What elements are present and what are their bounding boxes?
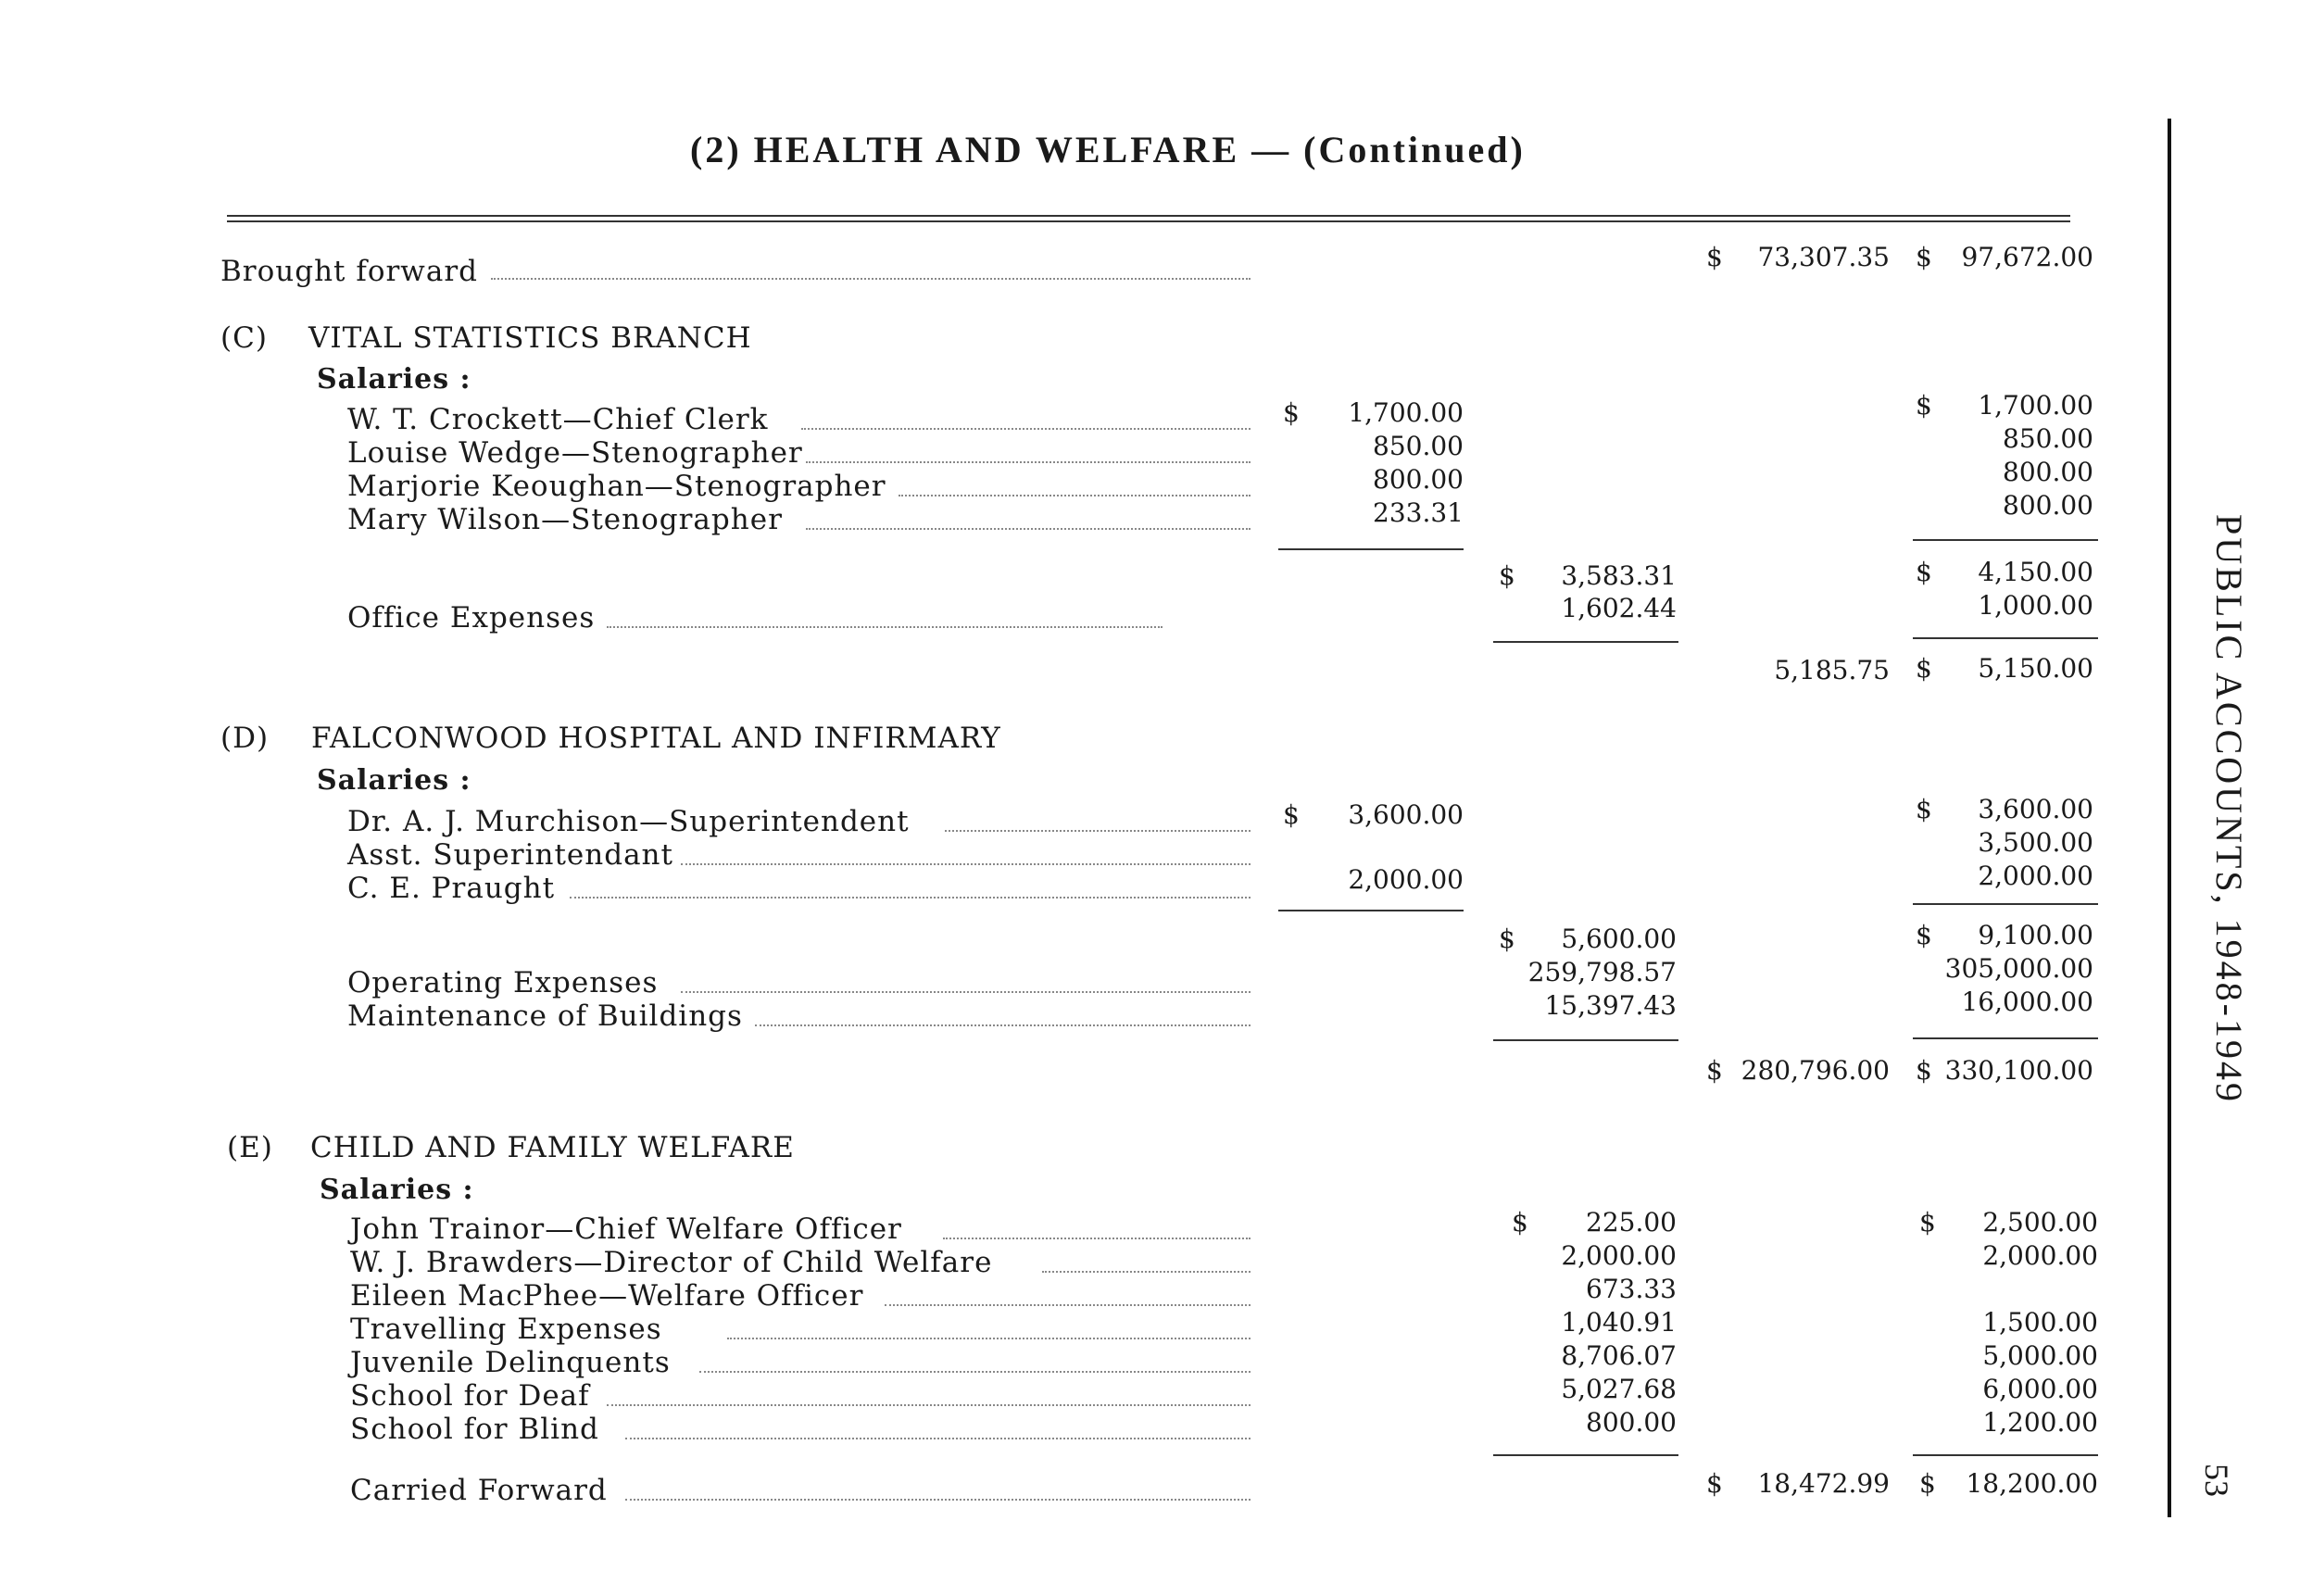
section-c-letter: (C) (220, 321, 268, 355)
section-d-title: FALCONWOOD HOSPITAL AND INFIRMARY (311, 722, 1001, 755)
row-label: Office Expenses (347, 601, 596, 635)
row-col5: 800.00 (2003, 490, 2093, 521)
subtotal-rule (1278, 548, 1464, 550)
row-col5: 1,700.00 (1978, 390, 2093, 421)
row-col2: 233.31 (1373, 497, 1464, 528)
brought-forward-col5: 97,672.00 (1961, 242, 2093, 272)
row-col3: 5,027.68 (1561, 1374, 1677, 1404)
leader-dots (899, 495, 1251, 496)
subtotal-rule (1493, 1039, 1678, 1041)
section-e-letter: (E) (227, 1131, 273, 1164)
row-col3: 1,040.91 (1561, 1307, 1677, 1338)
row-col5: 330,100.00 (1944, 1055, 2093, 1086)
currency-sign: $ (1916, 1055, 1932, 1086)
row-label: School for Deaf (350, 1379, 590, 1413)
row-label: Marjorie Keoughan—Stenographer (347, 470, 886, 503)
row-col2: 2,000.00 (1348, 864, 1464, 895)
row-col5: 1,500.00 (1982, 1307, 2098, 1338)
leader-dots (945, 830, 1251, 832)
row-col5: 6,000.00 (1982, 1374, 2098, 1404)
row-col2: 850.00 (1373, 431, 1464, 461)
row-label: Dr. A. J. Murchison—Superintendent (347, 805, 910, 838)
row-col5: 5,000.00 (1982, 1340, 2098, 1371)
row-label: Louise Wedge—Stenographer (347, 436, 803, 470)
currency-sign: $ (1512, 1207, 1528, 1238)
row-label: Maintenance of Buildings (347, 999, 743, 1033)
header-rule-top (227, 215, 2070, 217)
row-label: W. T. Crockett—Chief Clerk (347, 403, 769, 436)
section-e-salaries-label: Salaries : (320, 1174, 474, 1206)
row-col5: 850.00 (2003, 423, 2093, 454)
carried-forward-label: Carried Forward (350, 1474, 608, 1507)
row-col3: 800.00 (1586, 1407, 1677, 1438)
leader-dots (491, 278, 1251, 280)
row-col5: 800.00 (2003, 457, 2093, 487)
section-c-salaries-label: Salaries : (317, 363, 471, 396)
currency-sign: $ (1916, 920, 1932, 950)
row-label: Travelling Expenses (350, 1313, 662, 1346)
leader-dots (727, 1338, 1251, 1339)
page-number: 53 (2198, 1464, 2235, 1497)
row-label: School for Blind (350, 1413, 599, 1446)
row-col3: 225.00 (1586, 1207, 1677, 1238)
subtotal-rule (1913, 637, 2098, 639)
currency-sign: $ (1706, 1468, 1723, 1499)
row-col2: 800.00 (1373, 464, 1464, 495)
row-col3: 259,798.57 (1527, 957, 1677, 987)
row-col2: 3,600.00 (1348, 799, 1464, 830)
currency-sign: $ (1706, 1055, 1723, 1086)
leader-dots (607, 1404, 1251, 1406)
row-label: C. E. Praught (347, 872, 556, 905)
currency-sign: $ (1919, 1468, 1936, 1499)
currency-sign: $ (1499, 924, 1515, 954)
currency-sign: $ (1919, 1207, 1936, 1238)
carried-forward-col5: 18,200.00 (1966, 1468, 2098, 1499)
side-header: PUBLIC ACCOUNTS, 1948-1949 (2208, 514, 2250, 1104)
leader-dots (755, 1024, 1251, 1026)
row-col5: 4,150.00 (1978, 557, 2093, 587)
section-d-letter: (D) (220, 722, 270, 755)
row-col5: 5,150.00 (1978, 653, 2093, 684)
leader-dots (806, 528, 1251, 530)
row-col4: 5,185.75 (1774, 655, 1890, 685)
section-d-salaries-label: Salaries : (317, 764, 471, 797)
row-col3: 8,706.07 (1561, 1340, 1677, 1371)
currency-sign: $ (1916, 794, 1932, 824)
row-col5: 2,000.00 (1982, 1240, 2098, 1271)
leader-dots (625, 1499, 1251, 1501)
row-label: Eileen MacPhee—Welfare Officer (350, 1279, 864, 1313)
row-col3: 2,000.00 (1561, 1240, 1677, 1271)
row-col5: 2,000.00 (1978, 861, 2093, 891)
subtotal-rule (1493, 1454, 1678, 1456)
leader-dots (801, 428, 1251, 430)
carried-forward-col4: 18,472.99 (1757, 1468, 1890, 1499)
currency-sign: $ (1916, 653, 1932, 684)
currency-sign: $ (1916, 242, 1932, 272)
leader-dots (885, 1304, 1251, 1306)
section-c-title: VITAL STATISTICS BRANCH (308, 321, 752, 355)
brought-forward-col4: 73,307.35 (1757, 242, 1890, 272)
row-label: Mary Wilson—Stenographer (347, 503, 783, 536)
currency-sign: $ (1916, 390, 1932, 421)
row-label: W. J. Brawders—Director of Child Welfare (350, 1246, 993, 1279)
row-col3: 5,600.00 (1561, 924, 1677, 954)
section-e-title: CHILD AND FAMILY WELFARE (310, 1131, 795, 1164)
currency-sign: $ (1706, 242, 1723, 272)
subtotal-rule (1913, 903, 2098, 905)
leader-dots (699, 1371, 1251, 1373)
subtotal-rule (1913, 539, 2098, 541)
subtotal-rule (1493, 641, 1678, 643)
row-col5: 16,000.00 (1961, 987, 2093, 1017)
row-col4: 280,796.00 (1741, 1055, 1890, 1086)
row-col5: 3,500.00 (1978, 827, 2093, 858)
row-col5: 3,600.00 (1978, 794, 2093, 824)
leader-dots (570, 897, 1251, 899)
row-col5: 1,000.00 (1978, 590, 2093, 621)
row-col3: 3,583.31 (1561, 560, 1677, 591)
leader-dots (681, 863, 1251, 865)
leader-dots (625, 1438, 1251, 1439)
leader-dots (1042, 1271, 1251, 1273)
row-col5: 1,200.00 (1982, 1407, 2098, 1438)
row-col3: 673.33 (1586, 1274, 1677, 1304)
row-label: Asst. Superintendant (347, 838, 673, 872)
row-col5: 305,000.00 (1944, 953, 2093, 984)
brought-forward-label: Brought forward (220, 255, 478, 288)
row-col2: 1,700.00 (1348, 397, 1464, 428)
row-col3: 1,602.44 (1561, 593, 1677, 623)
currency-sign: $ (1283, 397, 1300, 428)
leader-dots (806, 461, 1251, 463)
currency-sign: $ (1916, 557, 1932, 587)
header-rule-bottom (227, 220, 2070, 222)
subtotal-rule (1278, 910, 1464, 911)
row-label: John Trainor—Chief Welfare Officer (350, 1213, 902, 1246)
row-label: Operating Expenses (347, 966, 659, 999)
currency-sign: $ (1283, 799, 1300, 830)
subtotal-rule (1913, 1454, 2098, 1456)
subtotal-rule (1913, 1037, 2098, 1039)
page-title: (2) HEALTH AND WELFARE — (Continued) (690, 129, 1526, 170)
row-col5: 9,100.00 (1978, 920, 2093, 950)
row-col5: 2,500.00 (1982, 1207, 2098, 1238)
margin-rule (2168, 119, 2171, 1517)
row-label: Juvenile Delinquents (350, 1346, 671, 1379)
leader-dots (681, 991, 1251, 993)
leader-dots (607, 626, 1163, 628)
leader-dots (943, 1238, 1251, 1239)
row-col3: 15,397.43 (1544, 990, 1677, 1021)
currency-sign: $ (1499, 560, 1515, 591)
